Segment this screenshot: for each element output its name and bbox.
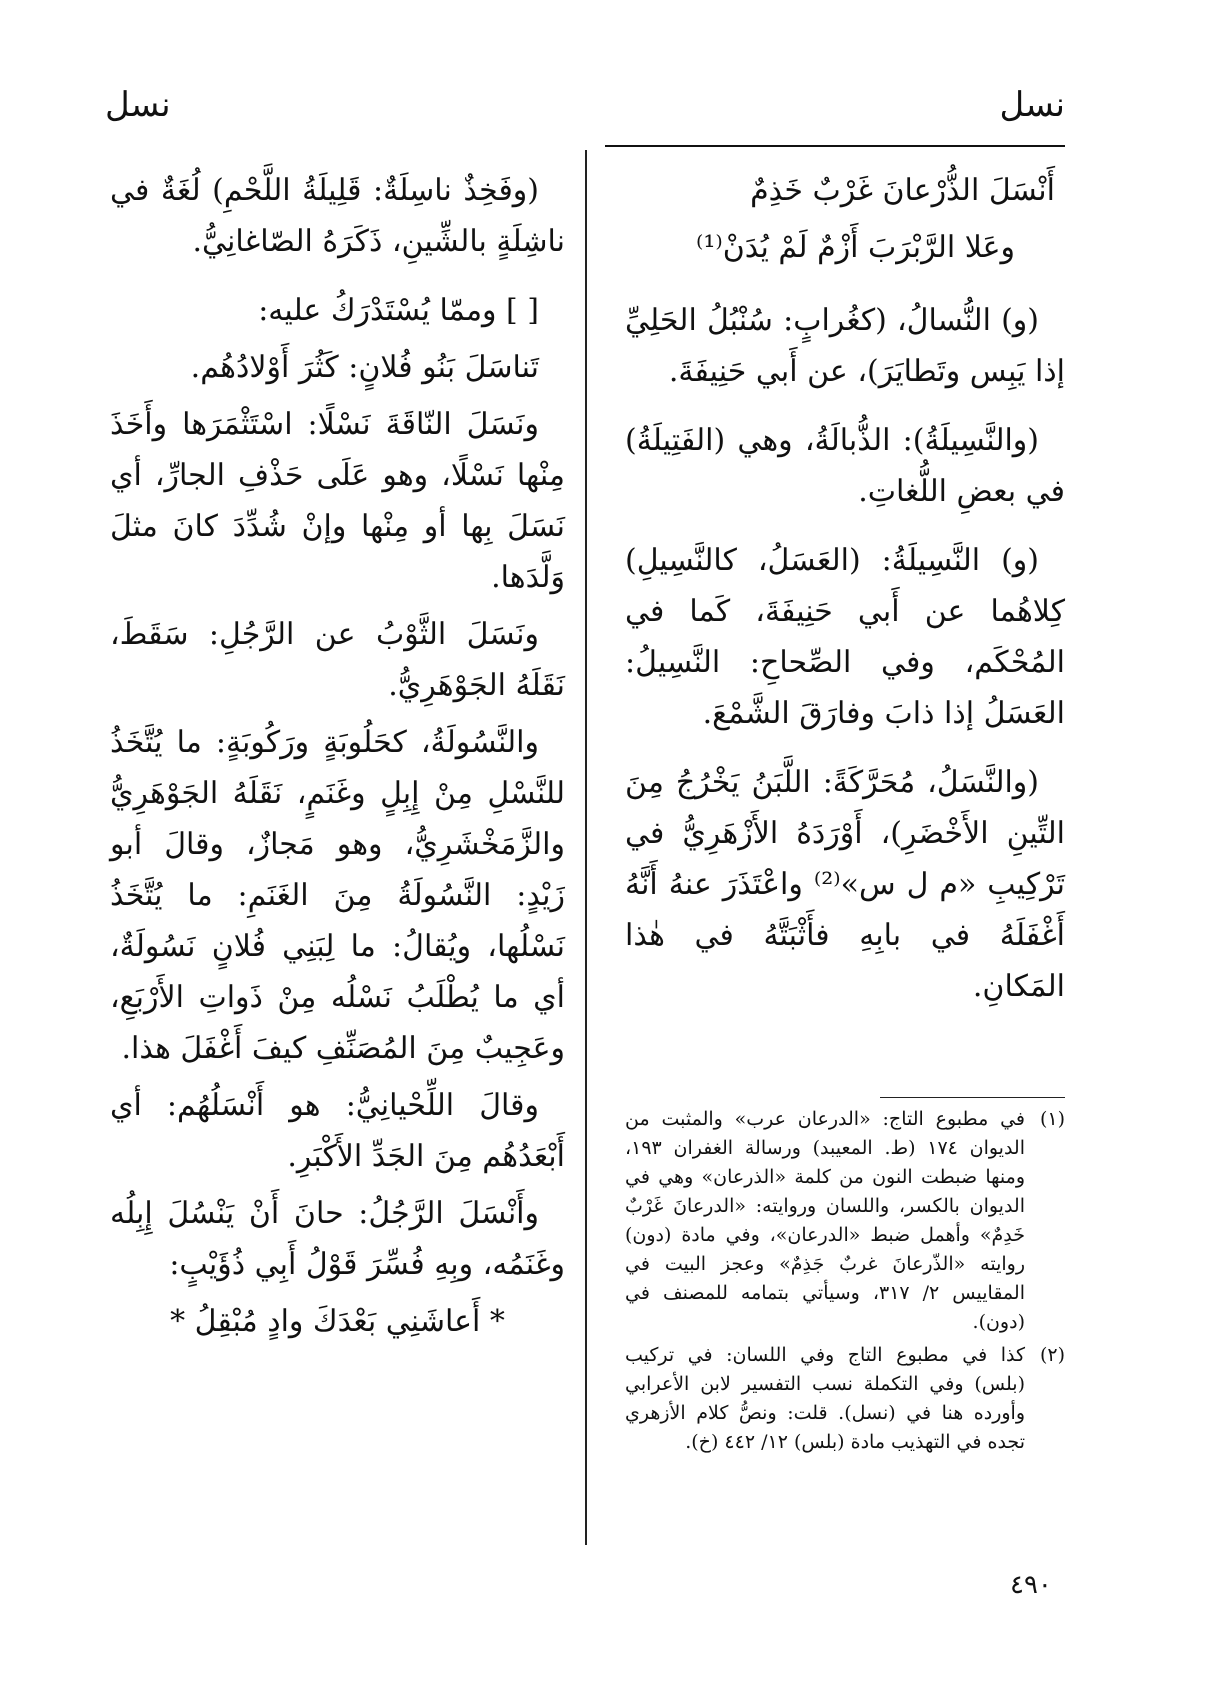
footnote-number: (١) (1039, 1108, 1065, 1130)
footnotes (625, 1105, 1065, 1461)
entry-paragraph: (والنَّسَلُ، مُحَرَّكَةً: اللَّبَنُ يَخْرُجُ مِنَ التِّينِ الأَخْضَرِ)، أَوْرَدَهُ الأَزْهَرِيُّ في تَرْكِيبِ «م ل س»⁽²⁾ واعْتَذَرَ عنهُ أَنَّهُ أَغْفَلَهُ في بابِهِ فأَثْبَتَّهُ في هٰذا المَكانِ. (625, 765, 1066, 1004)
entry-paragraph: (و) النَّسِيلَةُ: (العَسَلُ، كالنَّسِيلِ) كِلاهُما عن أَبي حَنِيفَةَ، كَما في المُحْكَم، وفي الصِّحاحِ: النَّسِيلُ: العَسَلُ إذا ذابَ وفارَقَ الشَّمْعَ. (625, 543, 1065, 731)
footnote-rule (880, 1097, 1065, 1098)
footnote-text: كذا في مطبوع التاج وفي اللسان: في تركيب (بلس) وفي التكملة نسب التفسير لابن الأعرابي وأورده هنا في (نسل). قلت: ونصُّ كلام الأزهري تجده في التهذيب مادة (بلس) ١٢/ ٤٤٢ (خ). (625, 1344, 1025, 1453)
verse-line: * أَعاشَنِي بَعْدَكَ وادٍ مُبْقِلُ * (170, 1304, 505, 1339)
verse-line-1: أَنْسَلَ الذُّرْعانَ غَرْبٌ خَذِمٌ (750, 173, 1055, 208)
entry-paragraph: (وفَخِذٌ ناسِلَةٌ: قَلِيلَةُ اللَّحْمِ) لُغَةٌ في ناشِلَةٍ بالشِّينِ، ذَكَرَهُ الصّاغانِيُّ. (110, 173, 565, 259)
running-headword-left: نسل (105, 85, 171, 125)
verse-line-2: وعَلا الرَّبْرَبَ أَزْمٌ لَمْ يُدَنْ⁽¹⁾ (695, 230, 1015, 265)
entry-paragraph: (و) النُّسالُ، (كغُرابٍ: سُنْبُلُ الحَلِيِّ إذا يَبِس وتَطايَرَ)، عن أَبي حَنِيفَةَ. (625, 303, 1065, 389)
entry-paragraph: وأَنْسَلَ الرَّجُلُ: حانَ أَنْ يَنْسُلَ إِبِلُه وغَنَمُه، وبِهِ فُسِّرَ قَوْلُ أَبِي ذُؤَيْبٍ: (110, 1196, 565, 1282)
entry-paragraph: تَناسَلَ بَنُو فُلانٍ: كَثُرَ أَوْلادُهُم. (190, 350, 539, 385)
entry-paragraph: والنَّسُولَةُ، كحَلُوبَةٍ ورَكُوبَةٍ: ما يُتَّخَذُ للنَّسْلِ مِنْ إِبِلٍ وغَنَمٍ، نَقَلَهُ الجَوْهَرِيُّ والزَّمَخْشَرِيُّ، وهو مَجازٌ، وقالَ أبو زَيْدٍ: النَّسُولَةُ مِنَ الغَنَمِ: ما يُتَّخَذُ نَسْلُها، ويُقالُ: ما لِبَنِي فُلانٍ نَسُولَةٌ، أي ما يُطْلَبُ نَسْلُه مِنْ ذَواتِ الأَرْبَعِ، وعَجِيبٌ مِنَ المُصَنِّفِ كيفَ أَغْفَلَ هذا. (110, 725, 565, 1066)
entry-paragraph: ونَسَلَ الثَّوْبُ عن الرَّجُلِ: سَقَطَ، نَقَلَهُ الجَوْهَرِيُّ. (110, 617, 565, 703)
entry-paragraph: ونَسَلَ النّاقَةَ نَسْلًا: اسْتَثْمَرَها وأَخَذَ مِنْها نَسْلًا، وهو عَلَى حَذْفِ الجارِّ، أي نَسَلَ بِها أو مِنْها وإنْ شُدِّدَ كانَ مثلَ وَلَّدَها. (110, 407, 565, 595)
right-column (625, 165, 1065, 1030)
footnote-1 (625, 1105, 1065, 1337)
footnote-number: (٢) (1039, 1344, 1065, 1366)
left-column (110, 165, 565, 1377)
header-rule (605, 145, 1065, 147)
footnote-text: في مطبوع التاج: «الدرعان عرب» والمثبت من الديوان ١٧٤ (ط. المعيبد) ورسالة الغفران ١٩٣، ومنها ضبطت النون من كلمة «الذرعان» وهي في الديوان بالكسر، واللسان وروايته: «الدرعانَ غَرْبٌ خَدِمٌ» وأهمل ضبط «الدرعان»، وفي مادة (دون) روايته «الذّرعانَ غربٌ جَذِمٌ» وعجز البيت في المقاييس ٢/ ٣١٧، وسيأتي بتمامه للمصنف في (دون). (625, 1108, 1025, 1333)
footnote-2 (625, 1341, 1065, 1457)
page-header (105, 80, 1065, 140)
entry-paragraph: (والنَّسِيلَةُ): الذُّبالَةُ، وهي (الفَتِيلَةُ) في بعضِ اللُّغاتِ. (625, 423, 1065, 509)
entry-paragraph: [ ] وممّا يُسْتَدْرَكُ عليه: (258, 293, 539, 328)
page-number: ٤٩٠ (1010, 1570, 1052, 1600)
running-headword-right: نسل (999, 85, 1065, 125)
column-divider (585, 150, 587, 1545)
entry-paragraph: وقالَ اللِّحْيانِيُّ: هو أَنْسَلُهُم: أي أَبْعَدُهُم مِنَ الجَدِّ الأَكْبَرِ. (110, 1088, 565, 1174)
